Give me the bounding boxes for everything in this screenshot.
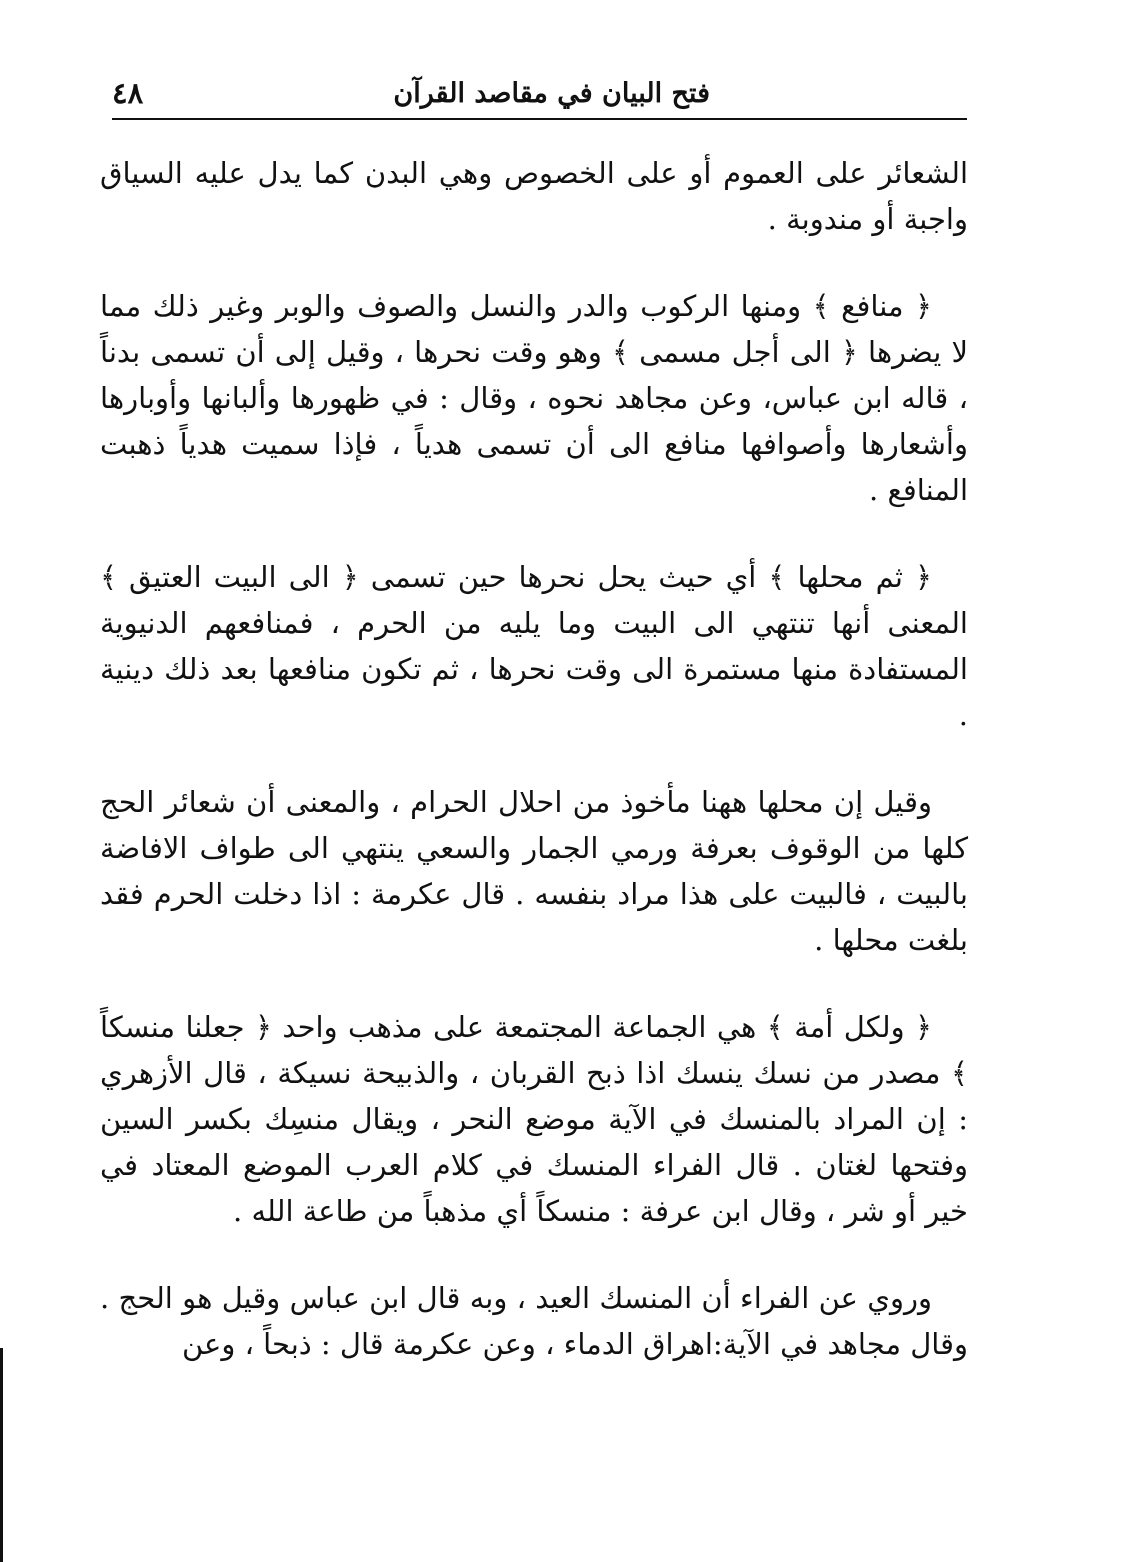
paragraph-6: وروي عن الفراء أن المنسك العيد ، وبه قال ابن عباس وقيل هو الحج . وقال مجاهد في الآية:اهراق الدماء ، وعن عكرمة قال : ذبحاً ، وعن (100, 1281, 968, 1361)
page-header (112, 70, 965, 116)
paragraph-2: ﴿ منافع ﴾ ومنها الركوب والدر والنسل والصوف والوبر وغير ذلك مما لا يضرها ﴿ الى أجل مسمى ﴾ وهو وقت نحرها ، وقيل إلى أن تسمى بدناً ، قاله ابن عباس، وعن مجاهد نحوه ، وقال : في ظهورها وألبانها وأوبارها وأشعارها وأصوافها منافع الى أن تسمى هدياً ، فإذا سميت هدياً ذهبت المنافع . (100, 289, 968, 507)
paragraph-5: ﴿ ولكل أمة ﴾ هي الجماعة المجتمعة على مذهب واحد ﴿ جعلنا منسكاً ﴾ مصدر من نسك ينسك اذا ذبح القربان ، والذبيحة نسيكة ، قال الأزهري : إن المراد بالمنسك في الآية موضع النحر ، ويقال منسِك بكسر السين وفتحها لغتان . قال الفراء المنسك في كلام العرب الموضع المعتاد في خير أو شر ، وقال ابن عرفة : منسكاً أي مذهباً من طاعة الله . (100, 1010, 968, 1228)
scan-edge-shadow (0, 1348, 3, 1562)
page-body (100, 150, 968, 1408)
paragraph-1: الشعائر على العموم أو على الخصوص وهي البدن كما يدل عليه السياق واجبة أو مندوبة . (100, 156, 968, 236)
running-title: فتح البيان في مقاصد القرآن (393, 78, 710, 109)
paragraph-3: ﴿ ثم محلها ﴾ أي حيث يحل نحرها حين تسمى ﴿ الى البيت العتيق ﴾ المعنى أنها تنتهي الى البيت وما يليه من الحرم ، فمنافعهم الدنيوية المستفادة منها مستمرة الى وقت نحرها ، ثم تكون منافعها بعد ذلك دينية . (100, 560, 968, 732)
header-rule (112, 118, 967, 120)
page-number: ٤٨ (112, 76, 144, 110)
paragraph-4: وقيل إن محلها ههنا مأخوذ من احلال الحرام ، والمعنى أن شعائر الحج كلها من الوقوف بعرفة ورمي الجمار والسعي ينتهي الى طواف الافاضة بالبيت ، فالبيت على هذا مراد بنفسه . قال عكرمة : اذا دخلت الحرم فقد بلغت محلها . (100, 785, 968, 957)
